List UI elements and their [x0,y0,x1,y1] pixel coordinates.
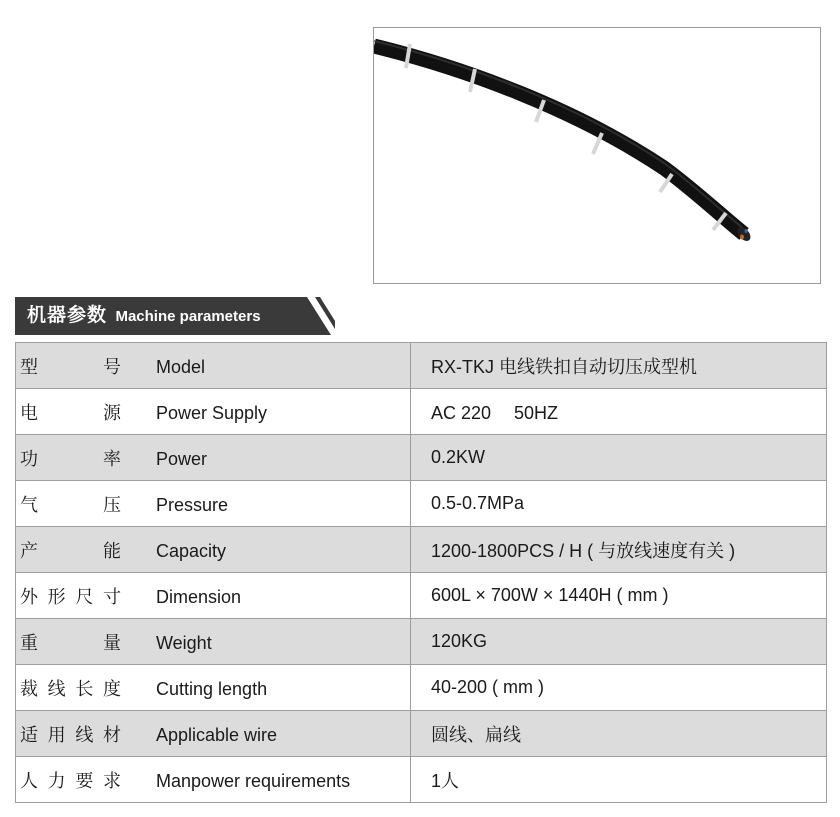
param-label-en: Power Supply [156,402,268,423]
param-label-zh: 型 号 [20,356,122,377]
param-value: AC 220 50HZ [411,389,827,435]
param-label-zh: 产 能 [20,540,122,561]
param-label-zh: 适用线材 [20,724,122,745]
table-row [16,711,827,757]
param-value: 600L × 700W × 1440H ( mm ) [411,573,827,619]
param-label-zh: 电 源 [20,402,122,423]
param-label-en: Capacity [156,540,227,561]
table-row [16,481,827,527]
param-value: 0.2KW [411,435,827,481]
parameters-table [15,342,827,803]
table-row [16,573,827,619]
param-label-zh: 人力要求 [20,770,122,791]
section-header [15,297,335,335]
param-label-en: Applicable wire [156,724,278,745]
param-label-en: Manpower requirements [156,770,351,791]
table-row [16,343,827,389]
param-label-zh: 外形尺寸 [20,586,122,607]
section-title [27,297,261,335]
param-label-zh: 功 率 [20,448,122,469]
section-title-zh: 机器参数 [27,305,108,326]
param-value: RX-TKJ 电线铁扣自动切压成型机 [411,343,827,389]
param-value: 1人 [411,757,827,803]
wire-image [374,28,821,284]
param-label-en: Power [156,448,208,469]
param-label-en: Weight [156,632,212,653]
table-row [16,757,827,803]
param-value: 40-200 ( mm ) [411,665,827,711]
param-value: 0.5-0.7MPa [411,481,827,527]
param-value: 1200-1800PCS / H ( 与放线速度有关 ) [411,527,827,573]
param-label-zh: 裁线长度 [20,678,122,699]
param-label-en: Dimension [156,586,242,607]
table-row [16,527,827,573]
param-label-en: Cutting length [156,678,268,699]
param-label-zh: 重 量 [20,632,122,653]
table-row [16,389,827,435]
param-value: 圆线、扁线 [411,711,827,757]
section-title-en: Machine parameters [115,308,261,325]
param-label-en: Pressure [156,494,229,515]
table-row [16,665,827,711]
table-row [16,435,827,481]
product-photo [373,27,821,284]
param-value: 120KG [411,619,827,665]
table-row [16,619,827,665]
param-label-zh: 气 压 [20,494,122,515]
param-label-en: Model [156,356,206,377]
